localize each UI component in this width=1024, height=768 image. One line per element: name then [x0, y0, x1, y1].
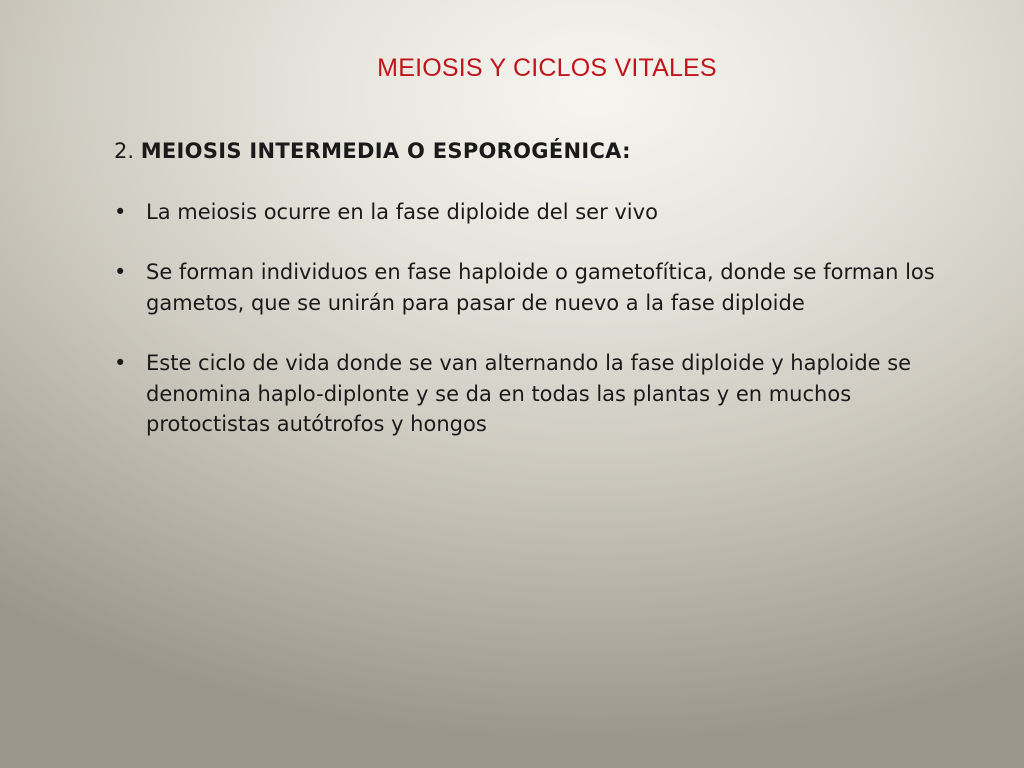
bullet-icon: • — [114, 260, 127, 284]
section-heading-text: MEIOSIS INTERMEDIA O ESPOROGÉNICA: — [140, 139, 631, 163]
bullet-text: La meiosis ocurre en la fase diploide del ser vivo — [146, 199, 658, 224]
bullet-text: Se forman individuos en fase haploide o gametofítica, donde se forman los gametos, que se unirán para pasar de nuevo a la fase diploide — [146, 260, 935, 315]
bullet-item — [114, 197, 964, 228]
slide-body — [114, 136, 964, 470]
section-number: 2. — [114, 139, 141, 163]
bullet-icon: • — [114, 351, 127, 375]
bullet-list — [114, 197, 964, 440]
bullet-item — [114, 257, 964, 318]
bullet-icon: • — [114, 199, 127, 224]
slide-title: MEIOSIS Y CICLOS VITALES — [377, 54, 717, 82]
section-heading — [114, 136, 964, 167]
bullet-item — [114, 348, 964, 440]
bullet-text: Este ciclo de vida donde se van alternando la fase diploide y haploide se denomina haplo-diplonte y se da en todas las plantas y en muchos protoctistas autótrofos y hongos — [146, 351, 912, 436]
